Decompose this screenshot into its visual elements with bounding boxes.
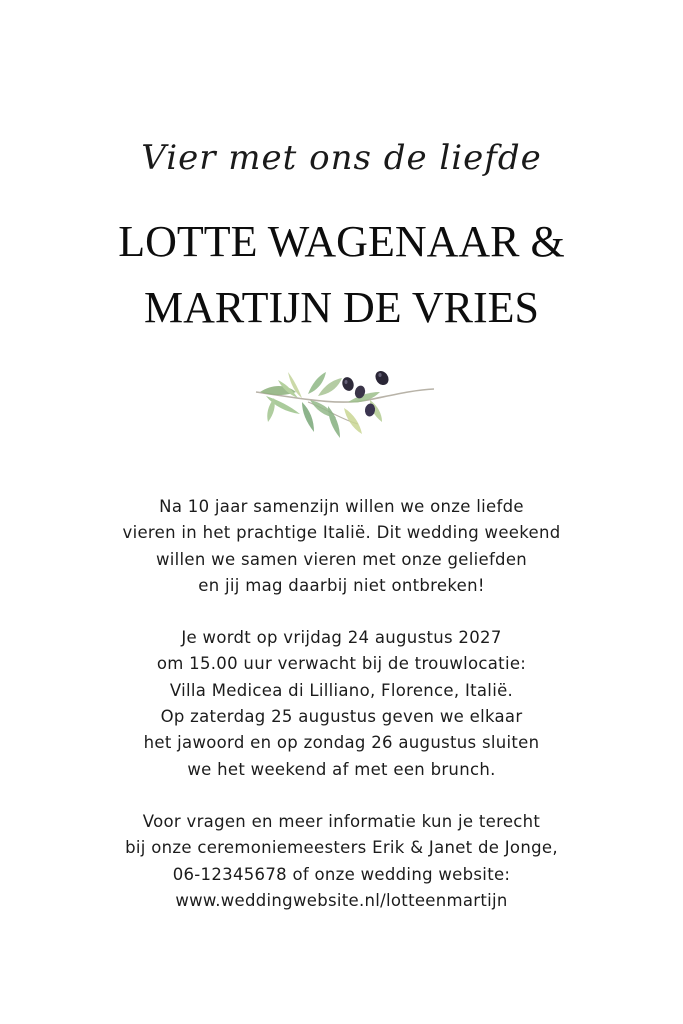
text-line: Na 10 jaar samenzijn willen we onze liefde	[159, 497, 524, 516]
text-line: en jij mag daarbij niet ontbreken!	[198, 575, 485, 595]
olive-branch-icon	[248, 362, 438, 446]
tagline: Vier met ons de liefde	[141, 138, 542, 178]
text-line: we het weekend af met een brunch.	[187, 759, 496, 779]
text-line: bij onze ceremoniemeesters Erik & Janet de Jonge,	[125, 838, 558, 858]
text-line: Op zaterdag 25 augustus geven we elkaar	[160, 707, 523, 727]
text-line: Voor vragen en meer informatie kun je terecht	[142, 811, 541, 831]
text-line: het jawoord en op zondag 26 augustus sluiten	[143, 733, 540, 753]
paragraph-intro	[0, 494, 683, 599]
website-link: www.weddingwebsite.nl/lotteenmartijn	[175, 890, 508, 910]
paragraph-details	[0, 625, 683, 783]
text-line: Je wordt op vrijdag 24 augustus 2027	[181, 628, 502, 648]
names-line-2: MARTIJN DE VRIES	[143, 283, 539, 332]
paragraph-contact	[0, 809, 683, 914]
invitation-body	[0, 494, 683, 940]
names-line-1: LOTTE WAGENAAR &	[118, 217, 565, 266]
text-line: 06-12345678 of onze wedding website:	[172, 864, 511, 884]
text-line: vieren in het prachtige Italië. Dit wedding weekend	[122, 523, 561, 543]
text-line: om 15.00 uur verwacht bij de trouwlocatie:	[156, 654, 527, 674]
text-line: willen we samen vieren met onze geliefden	[155, 549, 528, 569]
text-line: Villa Medicea di Lilliano, Florence, Italië.	[169, 680, 514, 700]
